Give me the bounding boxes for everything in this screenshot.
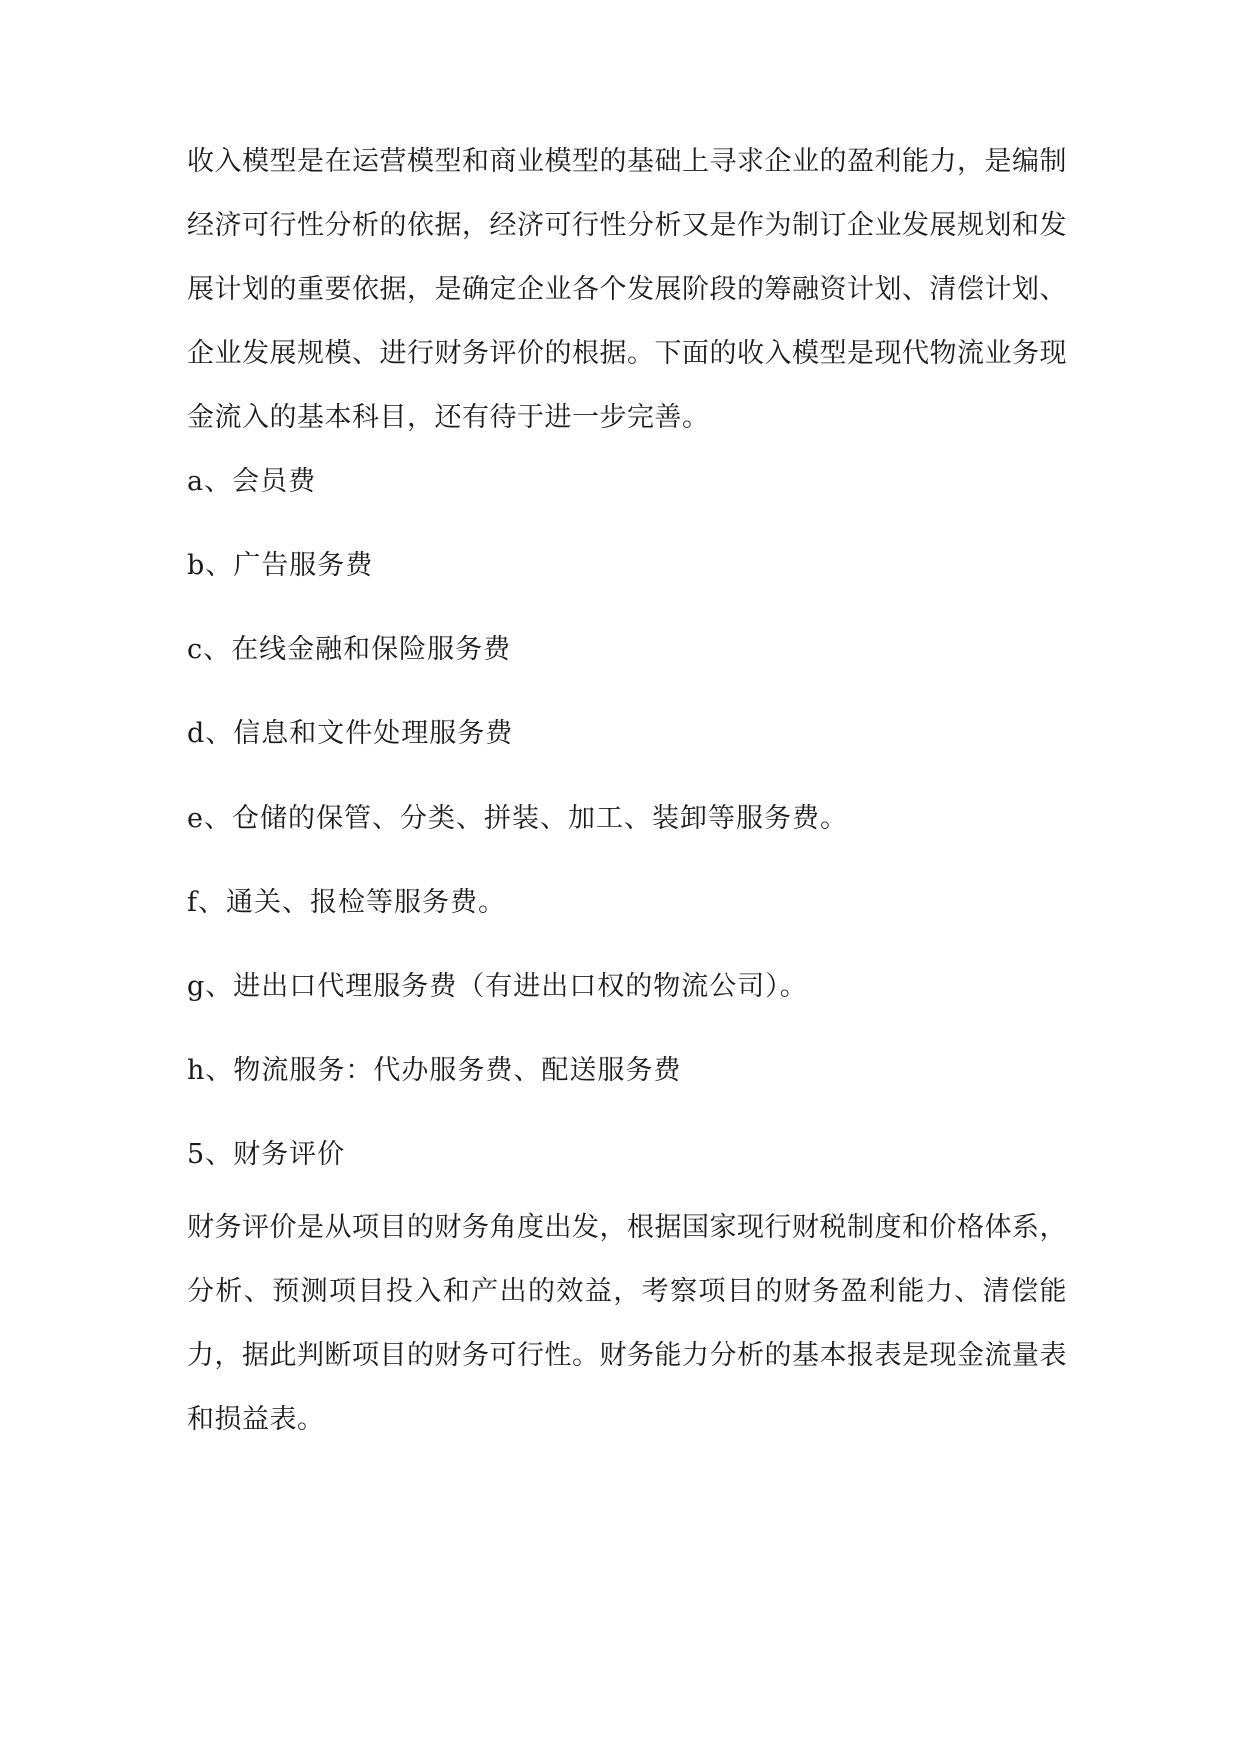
- section-heading: 5、财务评价: [187, 1139, 346, 1170]
- list-item-h: h、物流服务：代办服务费、配送服务费: [187, 1055, 682, 1086]
- list-item-d: d、信息和文件处理服务费: [187, 718, 514, 749]
- list-item-a: a、会员费: [187, 466, 317, 497]
- list-item-b: b、广告服务费: [187, 550, 374, 581]
- list-item-g: g、进出口代理服务费（有进出口权的物流公司）。: [187, 971, 808, 1002]
- list-item-f: f、通关、报检等服务费。: [187, 887, 506, 918]
- list-item-e: e、仓储的保管、分类、拼装、加工、装卸等服务费。: [187, 803, 848, 834]
- evaluation-paragraph: 财务评价是从项目的财务角度出发，根据国家现行财税制度和价格体系，分析、预测项目投入和产出的效益，考察项目的财务盈利能力、清偿能力，据此判断项目的财务可行性。财务能力分析的基本报表是现金流量表和损益表。: [187, 1212, 1067, 1435]
- intro-paragraph: 收入模型是在运营模型和商业模型的基础上寻求企业的盈利能力，是编制经济可行性分析的依据，经济可行性分析又是作为制订企业发展规划和发展计划的重要依据，是确定企业各个发展阶段的筹融资计划、清偿计划、企业发展规模、进行财务评价的根据。下面的收入模型是现代物流业务现金流入的基本科目，还有待于进一步完善。: [187, 146, 1067, 433]
- list-item-c: c、在线金融和保险服务费: [187, 634, 512, 665]
